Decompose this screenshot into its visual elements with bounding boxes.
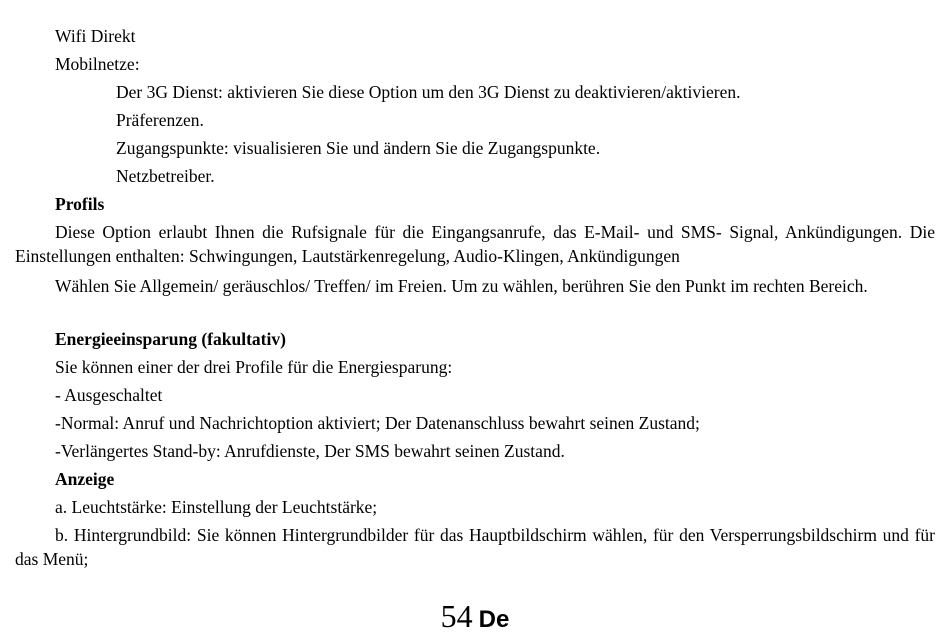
- page-number: 54: [440, 598, 473, 634]
- profils-paragraph-2-text: Wählen Sie Allgemein/ geräuschlos/ Treffen/ im Freien. Um zu wählen, berühren Sie den Punkt im rechten Bereich.: [55, 276, 868, 296]
- mobile-networks-line: Mobilnetze:: [55, 54, 140, 74]
- language-code: De: [478, 606, 510, 633]
- energy-saving-intro: Sie können einer der drei Profile für die Energiesparung:: [55, 357, 453, 377]
- display-wallpaper-text: b. Hintergrundbild: Sie können Hintergrundbilder für das Hauptbildschirm wählen, für den Versperrungsbildschirm und für das Menü;: [15, 525, 935, 569]
- energy-normal-line: -Normal: Anruf und Nachrichtoption aktiviert; Der Datenanschluss bewahrt seinen Zustand;: [55, 413, 700, 433]
- display-brightness-line: a. Leuchtstärke: Einstellung der Leuchtstärke;: [55, 497, 378, 517]
- service-3g-line: Der 3G Dienst: aktivieren Sie diese Option um den 3G Dienst zu deaktivieren/aktivieren.: [116, 82, 741, 102]
- access-points-line: Zugangspunkte: visualisieren Sie und ändern Sie die Zugangspunkte.: [116, 138, 601, 158]
- wifi-direct-line: Wifi Direkt: [55, 26, 136, 46]
- profils-heading: Profils: [55, 194, 105, 214]
- display-heading: Anzeige: [55, 469, 115, 489]
- profils-paragraph-2: [15, 274, 935, 298]
- page-footer: [0, 598, 950, 635]
- energy-standby-line: -Verlängertes Stand-by: Anrufdienste, Der SMS bewahrt seinen Zustand.: [55, 441, 565, 461]
- profils-paragraph-1-text: Diese Option erlaubt Ihnen die Rufsignale für die Eingangsanrufe, das E-Mail- und SMS- Signal, Ankündigungen. Die Einstellungen enthalten: Schwingungen, Lautstärkenregelung, Audio-Klingen, Ankündigungen: [15, 222, 935, 266]
- profils-paragraph-1: [15, 220, 935, 268]
- energy-off-line: - Ausgeschaltet: [55, 385, 163, 405]
- energy-saving-heading: Energieeinsparung (fakultativ): [55, 329, 286, 349]
- display-wallpaper-paragraph: [15, 523, 935, 571]
- preferences-line: Präferenzen.: [116, 110, 204, 130]
- network-operator-line: Netzbetreiber.: [116, 166, 215, 186]
